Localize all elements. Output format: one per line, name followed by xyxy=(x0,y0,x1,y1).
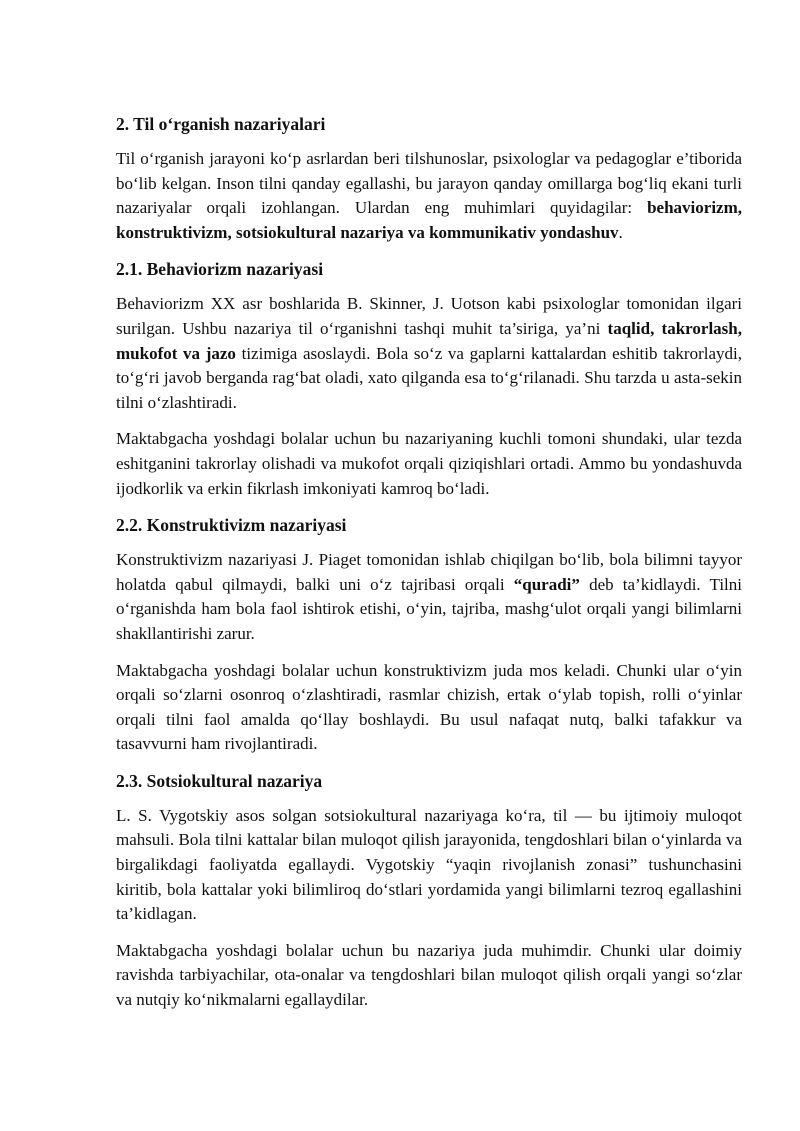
section-heading: 2. Til o‘rganish nazariyalari xyxy=(116,114,326,134)
section-heading: 2.1. Behaviorizm nazariyasi xyxy=(116,259,324,280)
paragraph: Maktabgacha yoshdagi bolalar uchun bu nazariyaning kuchli tomoni shundaki, ular tezda eshitganini takrorlay olishadi va mukofot orqali qiziqishlari ortadi. Ammo bu yondashuvda ijodkorlik va erkin fikrlash imkoniyati kamroq bo‘ladi. xyxy=(116,429,742,498)
paragraph-text: deb ta’kidlaydi. Tilni o‘rganishda ham bola faol ishtirok etishi, o‘yin, tajriba, mashg‘ulot orqali yangi bilimlarni shakllantirishi zarur. xyxy=(116,574,743,643)
paragraph xyxy=(116,292,742,415)
bold-text: behaviorizm, konstruktivizm, sotsiokultural nazariya va kommunikativ yondashuv xyxy=(116,198,742,242)
paragraph-text: . xyxy=(618,222,623,242)
document-page xyxy=(116,112,742,1025)
paragraph: Maktabgacha yoshdagi bolalar uchun konstruktivizm juda mos keladi. Chunki ular o‘yin orqali so‘zlarni osonroq o‘zlashtiradi, rasmlar chizish, ertak o‘ylab topish, rolli o‘yinlar orqali tilni faol amalda qo‘llay boshlaydi. Bu usul nafaqat nutq, balki tafakkur va tasavvurni ham rivojlantiradi. xyxy=(116,660,742,754)
paragraph-text: tizimiga asoslaydi. Bola so‘z va gaplarni kattalardan eshitib takrorlaydi, to‘g‘ri javob berganda rag‘bat oladi, xato qilganda esa to‘g‘rilanadi. Shu tarzda u asta-sekin tilni o‘zlashtiradi. xyxy=(116,343,742,412)
paragraph-text: Behaviorizm XX asr boshlarida B. Skinner, J. Uotson kabi psixologlar tomonidan ilgari surilgan. Ushbu nazariya til o‘rganishni tashqi muhit ta’siriga, ya’ni xyxy=(116,294,742,338)
bold-text: “quradi” xyxy=(513,574,580,594)
section-heading: 2.3. Sotsiokultural nazariya xyxy=(116,770,323,791)
section-heading: 2.2. Konstruktivizm nazariyasi xyxy=(116,515,347,536)
paragraph xyxy=(116,548,742,646)
paragraph: L. S. Vygotskiy asos solgan sotsiokultural nazariyaga ko‘ra, til — bu ijtimoiy muloqot mahsuli. Bola tilni kattalar bilan muloqot qilish jarayonida, tengdoshlari bilan o‘yinlarda va birgalikdagi faoliyatda egallaydi. Vygotskiy “yaqin rivojlanish zonasi” tushunchasini kiritib, bola kattalar yoki bilimliroq do‘stlari yordamida yangi bilimlarni tezroq egallashini ta’kidlagan. xyxy=(116,805,742,924)
paragraph: Maktabgacha yoshdagi bolalar uchun bu nazariya juda muhimdir. Chunki ular doimiy ravishda tarbiyachilar, ota-onalar va tengdoshlari bilan muloqot qilish orqali yangi so‘zlar va nutqiy ko‘nikmalarni egallaydilar. xyxy=(116,940,742,1010)
paragraph-text: Konstruktivizm nazariyasi J. Piaget tomonidan ishlab chiqilgan bo‘lib, bola bilimni tayyor holatda qabul qilmaydi, balki uni o‘z tajribasi orqali xyxy=(116,550,742,594)
paragraph-text: Til o‘rganish jarayoni ko‘p asrlardan beri tilshunoslar, psixologlar va pedagoglar e’tiborida bo‘lib kelgan. Inson tilni qanday egallashi, bu jarayon qanday omillarga bog‘liq ekani turli nazariyalar orqali izohlangan. Ulardan eng muhimlari quyidagilar: xyxy=(116,149,742,218)
paragraph xyxy=(116,147,742,245)
bold-text: taqlid, takrorlash, mukofot va jazo xyxy=(116,318,742,363)
